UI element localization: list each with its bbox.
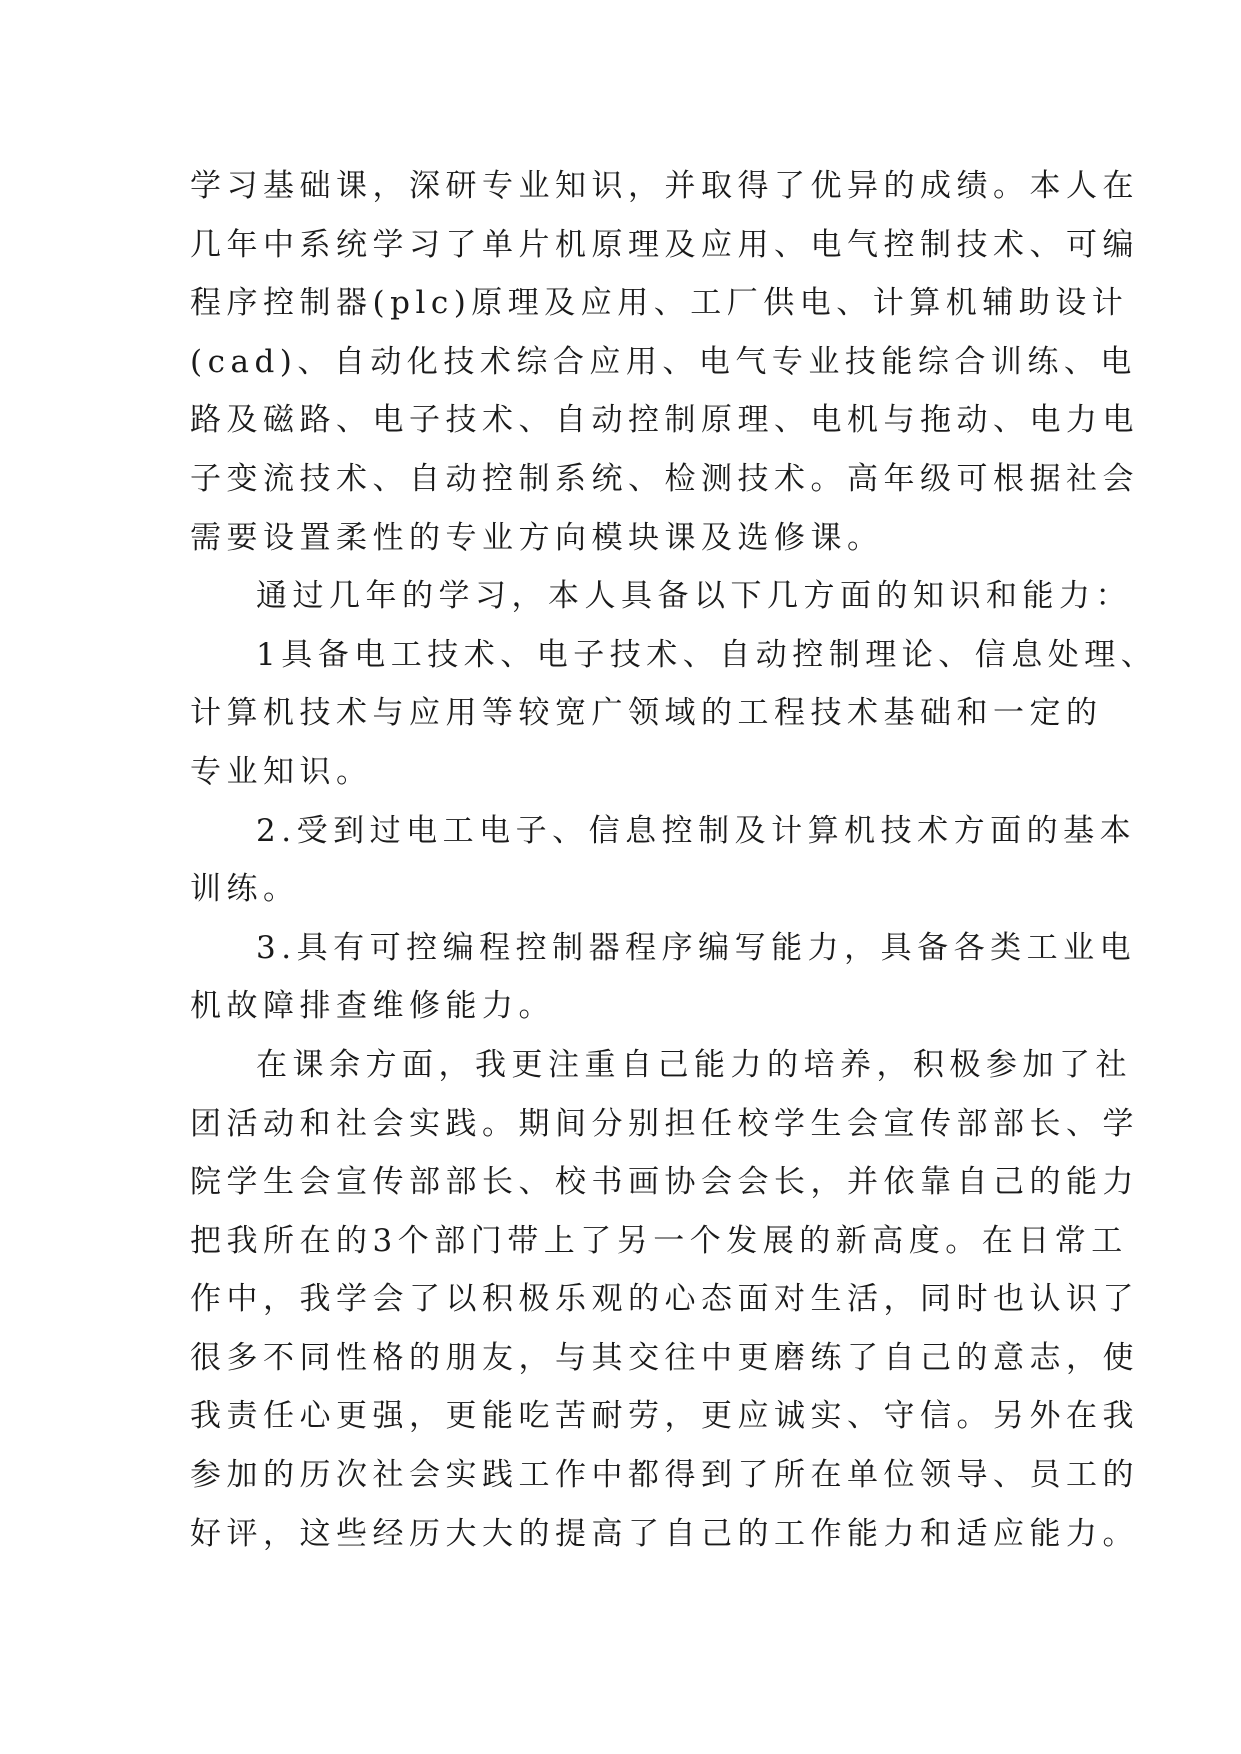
paragraph-start-line: 在课余方面，我更注重自己能力的培养，积极参加了社 xyxy=(256,1046,1132,1083)
text-line: (cad)、自动化技术综合应用、电气专业技能综合训练、电 xyxy=(190,343,1137,380)
text-line: 学习基础课，深研专业知识，并取得了优异的成绩。本人在 xyxy=(190,168,1139,204)
text-line: 几年中系统学习了单片机原理及应用、电气控制技术、可编 xyxy=(190,226,1139,263)
text-line: 好评，这些经历大大的提高了自己的工作能力和适应能力。 xyxy=(190,1515,1139,1552)
text-line: 作中，我学会了以积极乐观的心态面对生活，同时也认识了 xyxy=(190,1281,1139,1318)
text-line: 程序控制器(plc)原理及应用、工厂供电、计算机辅助设计 xyxy=(190,285,1129,322)
document-body xyxy=(190,157,1158,1563)
text-line: 训练。 xyxy=(190,871,300,908)
text-line: 子变流技术、自动控制系统、检测技术。高年级可根据社会 xyxy=(190,460,1139,497)
text-line: 路及磁路、电子技术、自动控制原理、电机与拖动、电力电 xyxy=(190,402,1139,439)
paragraph-start-line: 通过几年的学习，本人具备以下几方面的知识和能力： xyxy=(256,578,1132,615)
text-line: 机故障排查维修能力。 xyxy=(190,988,555,1025)
text-line: 需要设置柔性的专业方向模块课及选修课。 xyxy=(190,519,884,556)
text-line: 我责任心更强，更能吃苦耐劳，更应诚实、守信。另外在我 xyxy=(190,1398,1139,1435)
text-line: 计算机技术与应用等较宽广领域的工程技术基础和一定的 xyxy=(190,695,1103,732)
list-item-1-line: 1具备电工技术、电子技术、自动控制理论、信息处理、 xyxy=(256,636,1158,673)
text-line: 团活动和社会实践。期间分别担任校学生会宣传部部长、学 xyxy=(190,1105,1139,1142)
list-item-3-line: 3.具有可控编程控制器程序编写能力，具备各类工业电 xyxy=(256,929,1137,966)
text-line: 把我所在的3个部门带上了另一个发展的新高度。在日常工 xyxy=(190,1222,1128,1259)
text-line: 专业知识。 xyxy=(190,753,373,790)
text-line: 院学生会宣传部部长、校书画协会会长，并依靠自己的能力 xyxy=(190,1164,1139,1201)
text-line: 很多不同性格的朋友，与其交往中更磨练了自己的意志，使 xyxy=(190,1339,1139,1376)
list-item-2-line: 2.受到过电工电子、信息控制及计算机技术方面的基本 xyxy=(256,812,1137,849)
text-line: 参加的历次社会实践工作中都得到了所在单位领导、员工的 xyxy=(190,1457,1139,1494)
